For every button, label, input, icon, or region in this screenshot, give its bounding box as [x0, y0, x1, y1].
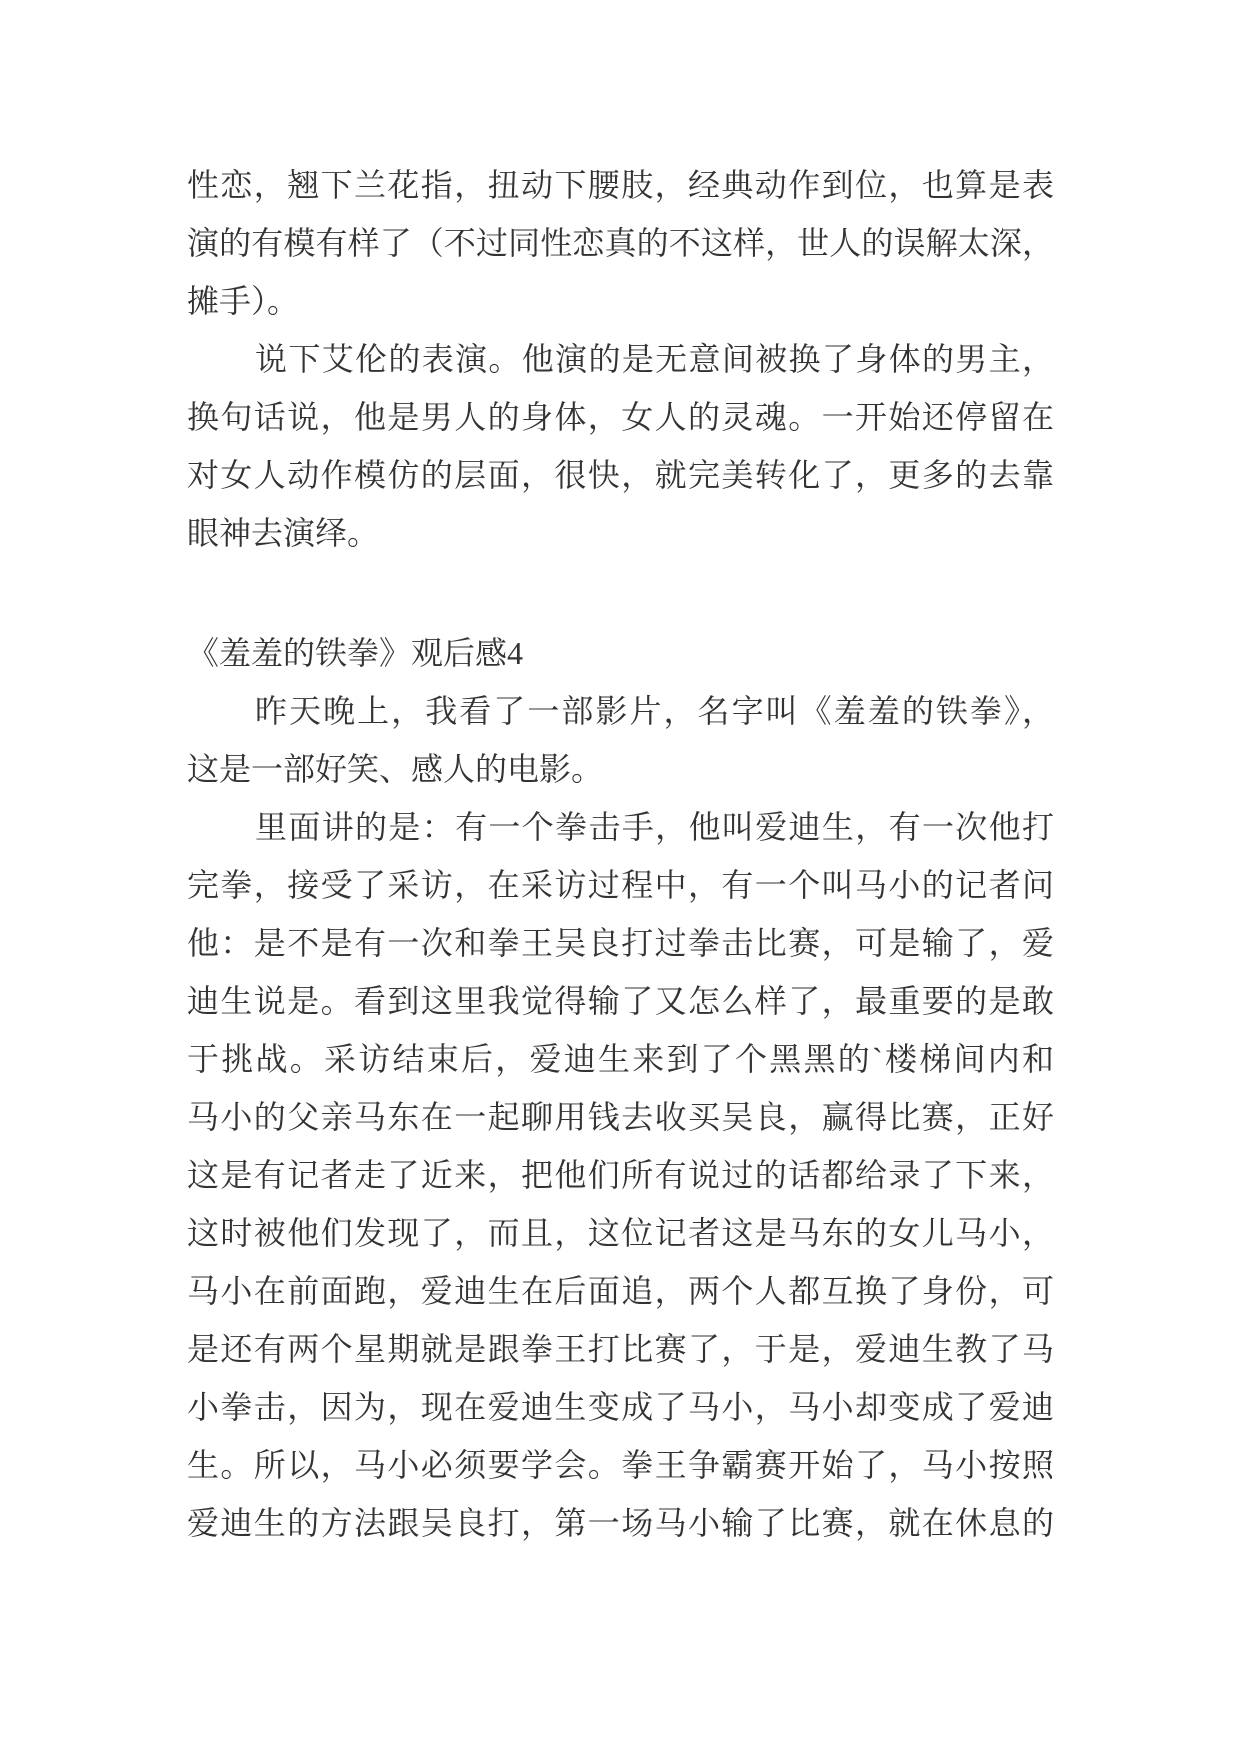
text-line: 马小的父亲马东在一起聊用钱去收买吴良，赢得比赛，正好 [187, 1099, 1054, 1135]
text-line: 昨天晚上，我看了一部影片，名字叫《羞羞的铁拳》， [255, 693, 1054, 729]
text-line: 对女人动作模仿的层面，很快，就完美转化了，更多的去靠 [187, 457, 1054, 493]
text-line: 生。所以，马小必须要学会。拳王争霸赛开始了，马小按照 [187, 1447, 1054, 1483]
text-line: 是还有两个星期就是跟拳王打比赛了，于是，爱迪生教了马 [187, 1331, 1054, 1367]
heading-line: 《羞羞的铁拳》观后感4 [187, 635, 524, 671]
text-line: 说下艾伦的表演。他演的是无意间被换了身体的男主， [255, 341, 1054, 377]
text-line: 于挑战。采访结束后，爱迪生来到了个黑黑的`楼梯间内和 [187, 1041, 1054, 1077]
paragraph-performance-tail [187, 156, 1054, 330]
text-line: 完拳，接受了采访，在采访过程中，有一个叫马小的记者问 [187, 867, 1054, 903]
text-line: 眼神去演绎。 [187, 515, 380, 551]
text-line: 这是有记者走了近来，把他们所有说过的话都给录了下来， [187, 1157, 1054, 1193]
heading-review-4 [187, 624, 1054, 682]
document-body [187, 156, 1054, 1552]
text-line: 他：是不是有一次和拳王吴良打过拳击比赛，可是输了，爱 [187, 925, 1054, 961]
section-gap [187, 562, 1054, 624]
text-line: 这时被他们发现了，而且，这位记者这是马东的女儿马小， [187, 1215, 1054, 1251]
text-line: 马小在前面跑，爱迪生在后面追，两个人都互换了身份，可 [187, 1273, 1054, 1309]
text-line: 换句话说，他是男人的身体，女人的灵魂。一开始还停留在 [187, 399, 1054, 435]
text-line: 里面讲的是：有一个拳击手，他叫爱迪生，有一次他打 [255, 809, 1054, 845]
text-line: 小拳击，因为，现在爱迪生变成了马小，马小却变成了爱迪 [187, 1389, 1054, 1425]
text-line: 性恋，翘下兰花指，扭动下腰肢，经典动作到位，也算是表 [187, 167, 1054, 203]
text-line: 这是一部好笑、感人的电影。 [187, 751, 604, 787]
text-line: 迪生说是。看到这里我觉得输了又怎么样了，最重要的是敢 [187, 983, 1054, 1019]
text-line: 摊手）。 [187, 283, 300, 319]
paragraph-allen-acting [187, 330, 1054, 562]
paragraph-plot-summary [187, 798, 1054, 1552]
paragraph-movie-intro [187, 682, 1054, 798]
text-line: 演的有模有样了（不过同性恋真的不这样，世人的误解太深， [187, 225, 1054, 261]
text-line: 爱迪生的方法跟吴良打，第一场马小输了比赛，就在休息的 [187, 1505, 1054, 1541]
